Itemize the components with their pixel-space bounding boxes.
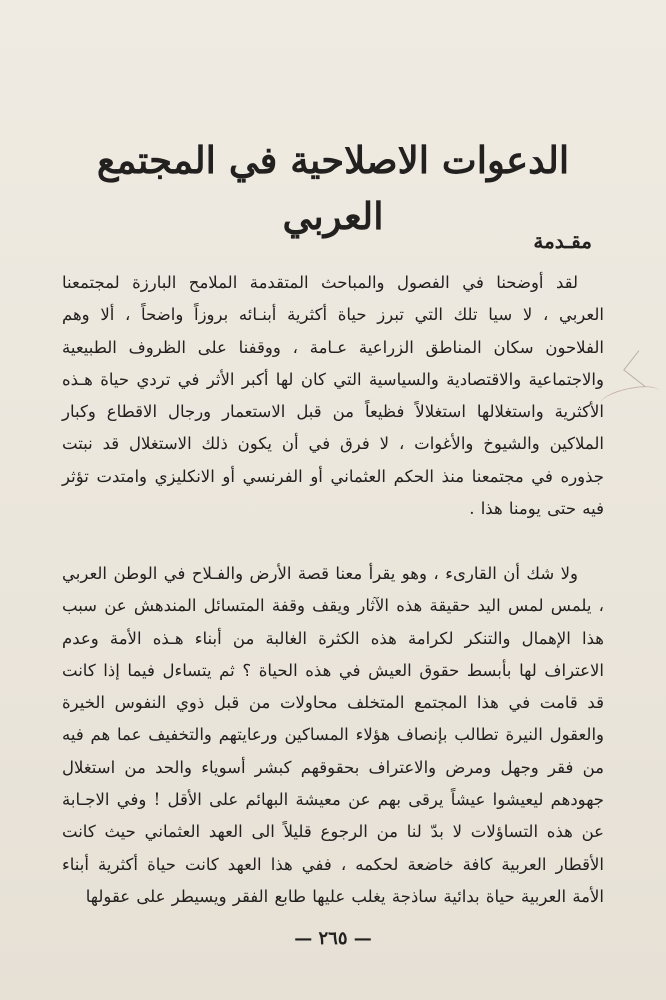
section-heading: مقـدمة <box>533 229 592 253</box>
page-number: — ٢٦٥ — <box>294 928 372 949</box>
chapter-title: الدعوات الاصلاحية في المجتمع العربي <box>96 138 570 238</box>
paragraph: لقد أوضحنا في الفصول والمباحث المتقدمة الملامح البارزة لمجتمعنا العربي ، لا سيا تلك التي تبرز حياة أكثرية أبنـائه بروزاً واضحاً ، ألا وهم الفلاحون سكان المناطق الزراعية عـامة ، ووقفنا على الظروف الطبيعية والاجتماعية والاقتصادية والسياسية التي كان لها أكبر الأثر في تردي حياة هـذه الأكثرية واستغلالها استغلالاً فظيعاً من قبل الاستعمار ورجال الاقطاع وكبار الملاكين والشيوخ والأغوات ، لا فرق في أن يكون ذلك الاستغلال قد نبتت جذوره في مجتمعنا منذ الحكم العثماني أو الفرنسي أو الانكليزي وامتدت تؤثر فيه حتى يومنا هذا . <box>62 273 604 519</box>
pencil-margin-scribble <box>599 382 662 413</box>
paragraph: ولا شك أن القارىء ، وهو يقرأ معنا قصة الأرض والفـلاح في الوطن العربي ، يلمس لمس اليد حقيقة هذه الآثار ويقف وقفة المتسائل المندهش عن سبب هذا الإهمال والتنكر لكرامة هذه الكثرة الغالبة من أبناء هـذه الأمة وعدم الاعتراف لها بأبسط حقوق العيش في هذه الحياة ؟ ثم يتساءل فيما إذا كانت قد قامت في هذا المجتمع المتخلف محاولات من قبل ذوي النفوس الخيرة والعقول النيرة تطالب بإنصاف هؤلاء المساكين ورعايتهم والتخفيف عما هم فيه من فقر وجهل ومرض والاعتراف بحقوقهم كبشر أسوياء والحد من استغلال جهودهم ليعيشوا عيشاً يرقى بهم عن معيشة البهائم على الأقل ! وفي الاجـابة عن هذه التساؤلات لا بدّ لنا من الرجوع قليلاً الى العهد العثماني حيث كانت الأقطار العربية كافة خاضعة لحكمه ، ففي هذا العهد كانت حياة أكثرية أبناء الأمة العربية حياة بدائية ساذجة يغلب عليها طابع الفقر ويسيطر على عقولها <box>62 564 604 906</box>
pencil-margin-mark <box>623 350 660 386</box>
